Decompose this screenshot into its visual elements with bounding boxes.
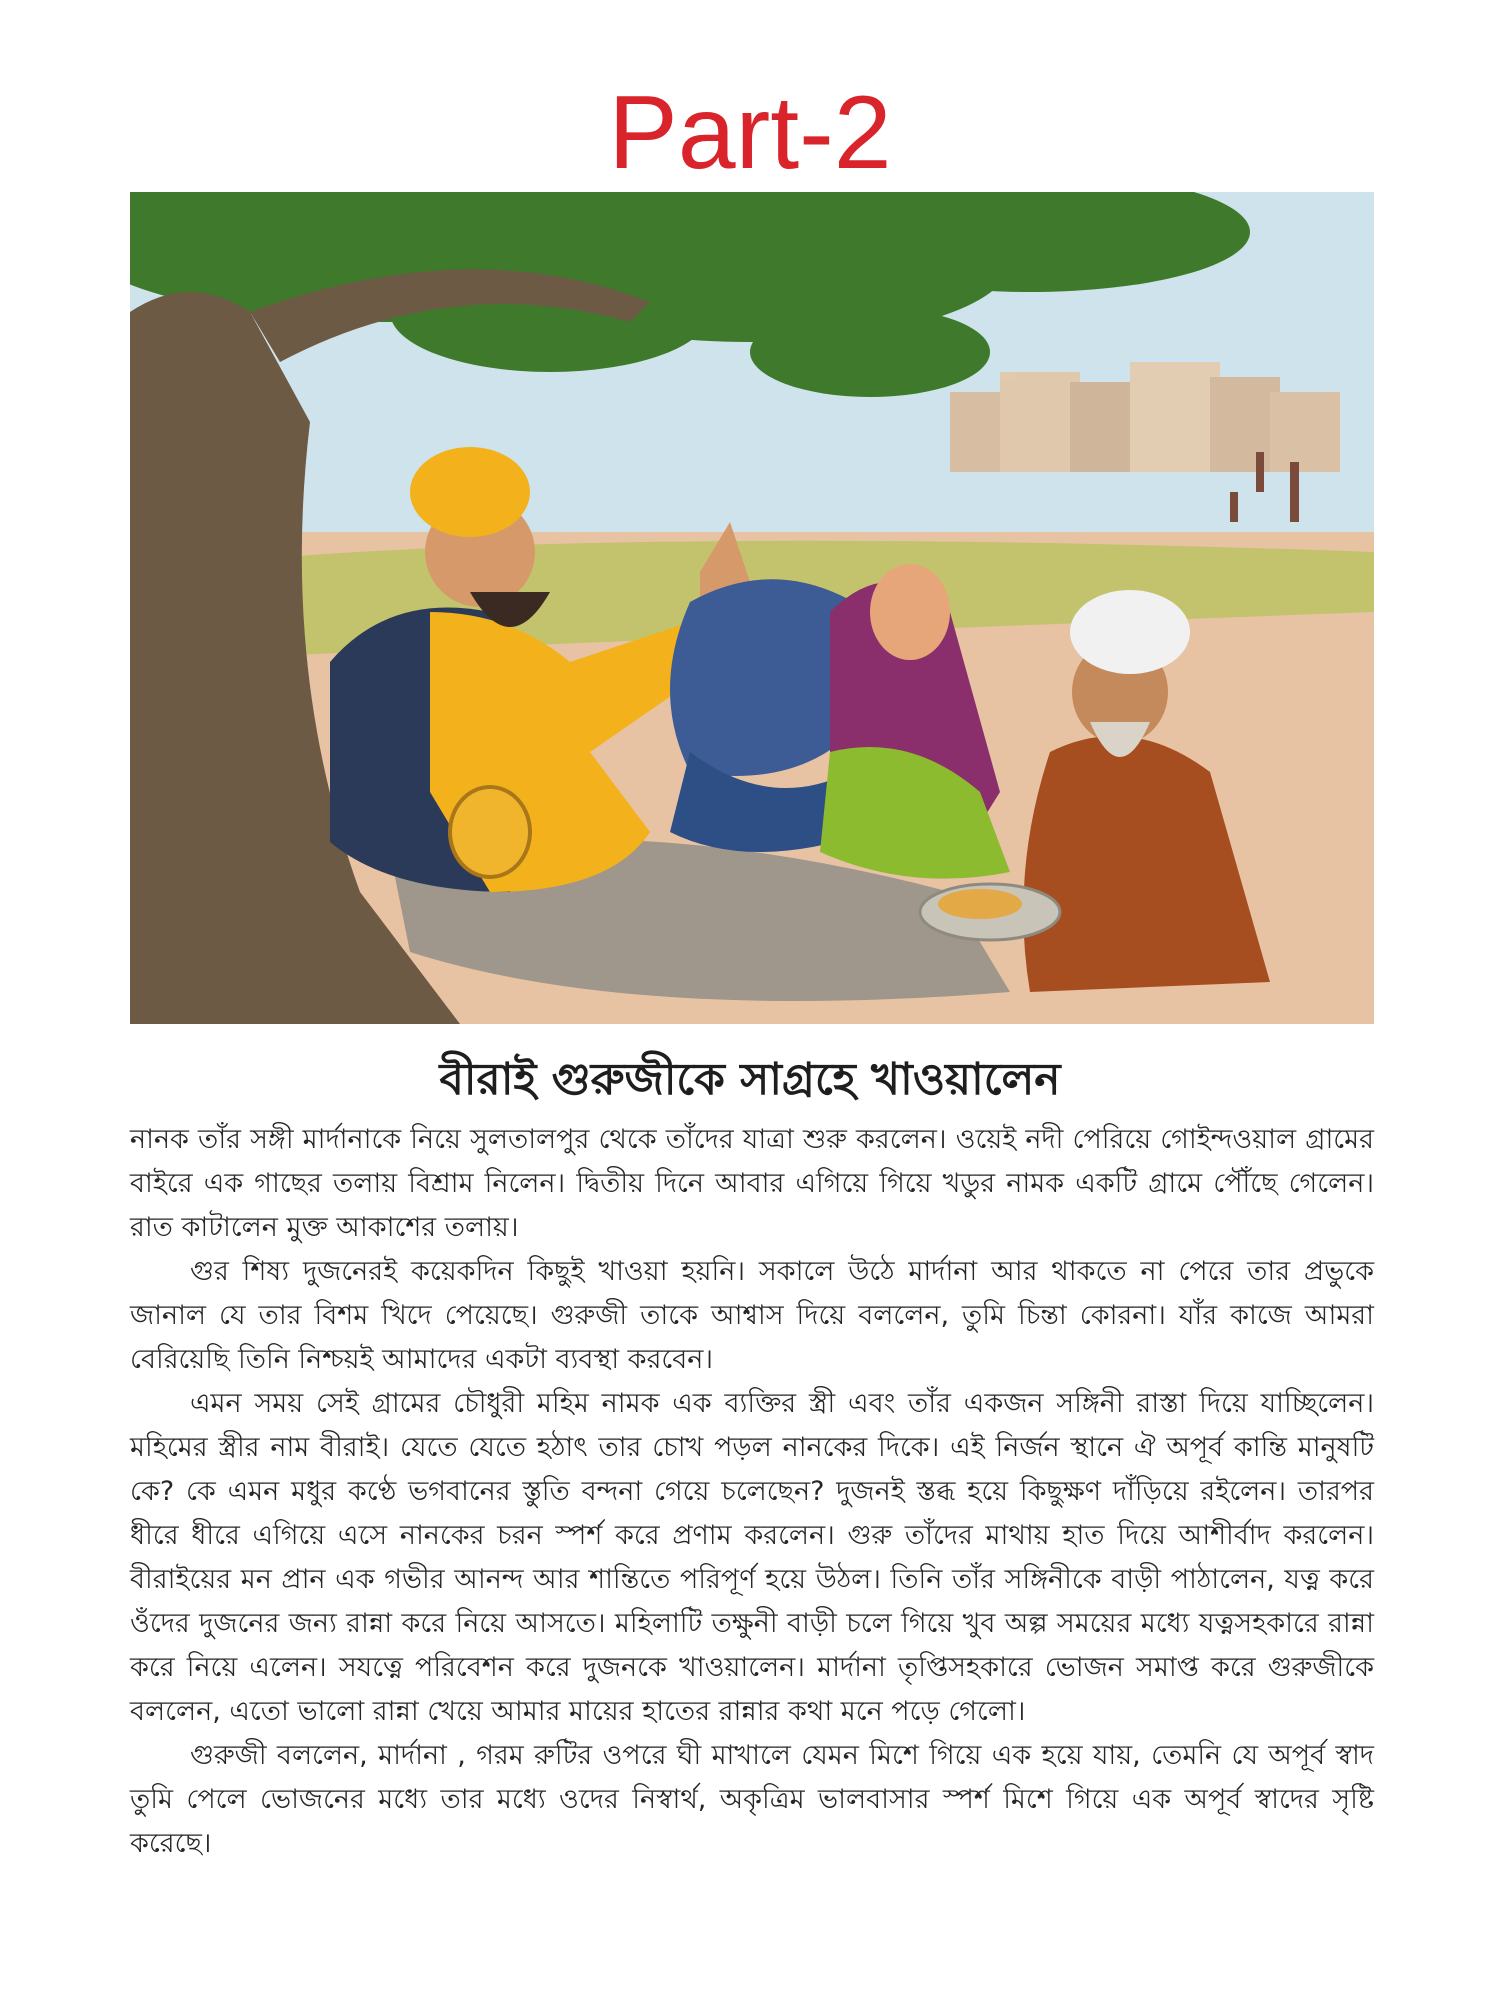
story-paragraph: গুর শিষ্য দুজনেরই কয়েকদিন কিছুই খাওয়া হয়নি। সকালে উঠে মার্দানা আর থাকতে না পেরে তার প্রভুকে জানাল যে তার বিশম খিদে পেয়েছে। গুরুজী তাকে আশ্বাস দিয়ে বললেন, তুমি চিন্তা কোরনা। যাঁর কাজে আমরা বেরিয়েছি তিনি নিশ্চয়ই আমাদের একটা ব্যবস্থা করবেন। — [130, 1256, 1374, 1375]
story-title: বীরাই গুরুজীকে সাগ্রহে খাওয়ালেন — [439, 1054, 1061, 1105]
food-plate — [920, 884, 1060, 940]
part-title: Part-2 — [608, 75, 892, 191]
painting-illustration-icon — [130, 192, 1374, 1024]
story-illustration — [130, 192, 1374, 1024]
story-paragraph: নানক তাঁর সঙ্গী মার্দানাকে নিয়ে সুলতালপুর থেকে তাঁদের যাত্রা শুরু করলেন। ওয়েই নদী পেরিয়ে গোইন্দওয়াল গ্রামের বাইরে এক গাছের তলায় বিশ্রাম নিলেন। দ্বিতীয় দিনে আবার এগিয়ে গিয়ে খডুর নামক একটি গ্রামে পৌঁছে গেলেন। রাত কাটালেন মুক্ত আকাশের তলায়। — [130, 1124, 1374, 1243]
story-body — [130, 1118, 1374, 1866]
story-paragraph: গুরুজী বললেন, মার্দানা , গরম রুটির ওপরে ঘী মাখালে যেমন মিশে গিয়ে এক হয়ে যায়, তেমনি যে অপূর্ব স্বাদ তুমি পেলে ভোজনের মধ্যে তার মধ্যে ওদের নিস্বার্থ, অকৃত্রিম ভালবাসার স্পর্শ মিশে গিয়ে এক অপূর্ব স্বাদের সৃষ্টি করেছে। — [130, 1740, 1374, 1859]
story-paragraph: এমন সময় সেই গ্রামের চৌধুরী মহিম নামক এক ব্যক্তির স্ত্রী এবং তাঁর একজন সঙ্গিনী রাস্তা দিয়ে যাচ্ছিলেন। মহিমের স্ত্রীর নাম বীরাই। যেতে যেতে হঠাৎ তার চোখ পড়ল নানকের দিকে। এই নির্জন স্থানে ঐ অপূর্ব কান্তি মানুষটি কে? কে এমন মধুর কণ্ঠে ভগবানের স্তুতি বন্দনা গেয়ে চলেছেন? দুজনই স্তব্ধ হয়ে কিছুক্ষণ দাঁড়িয়ে রইলেন। তারপর ধীরে ধীরে এগিয়ে এসে নানকের চরন স্পর্শ করে প্রণাম করলেন। গুরু তাঁদের মাথায় হাত দিয়ে আশীর্বাদ করলেন। বীরাইয়ের মন প্রান এক গভীর আনন্দ আর শান্তিতে পরিপূর্ণ হয়ে উঠল। তিনি তাঁর সঙ্গিনীকে বাড়ী পাঠালেন, যত্ন করে ওঁদের দুজনের জন্য রান্না করে নিয়ে আসতে। মহিলাটি তক্ষুনী বাড়ী চলে গিয়ে খুব অল্প সময়ের মধ্যে যত্নসহকারে রান্না করে নিয়ে এলেন। সযত্নে পরিবেশন করে দুজনকে খাওয়ালেন। মার্দানা তৃপ্তিসহকারে ভোজন সমাপ্ত করে গুরুজীকে বললেন, এতো ভালো রান্না খেয়ে আমার মায়ের হাতের রান্নার কথা মনে পড়ে গেলো। — [130, 1388, 1374, 1727]
